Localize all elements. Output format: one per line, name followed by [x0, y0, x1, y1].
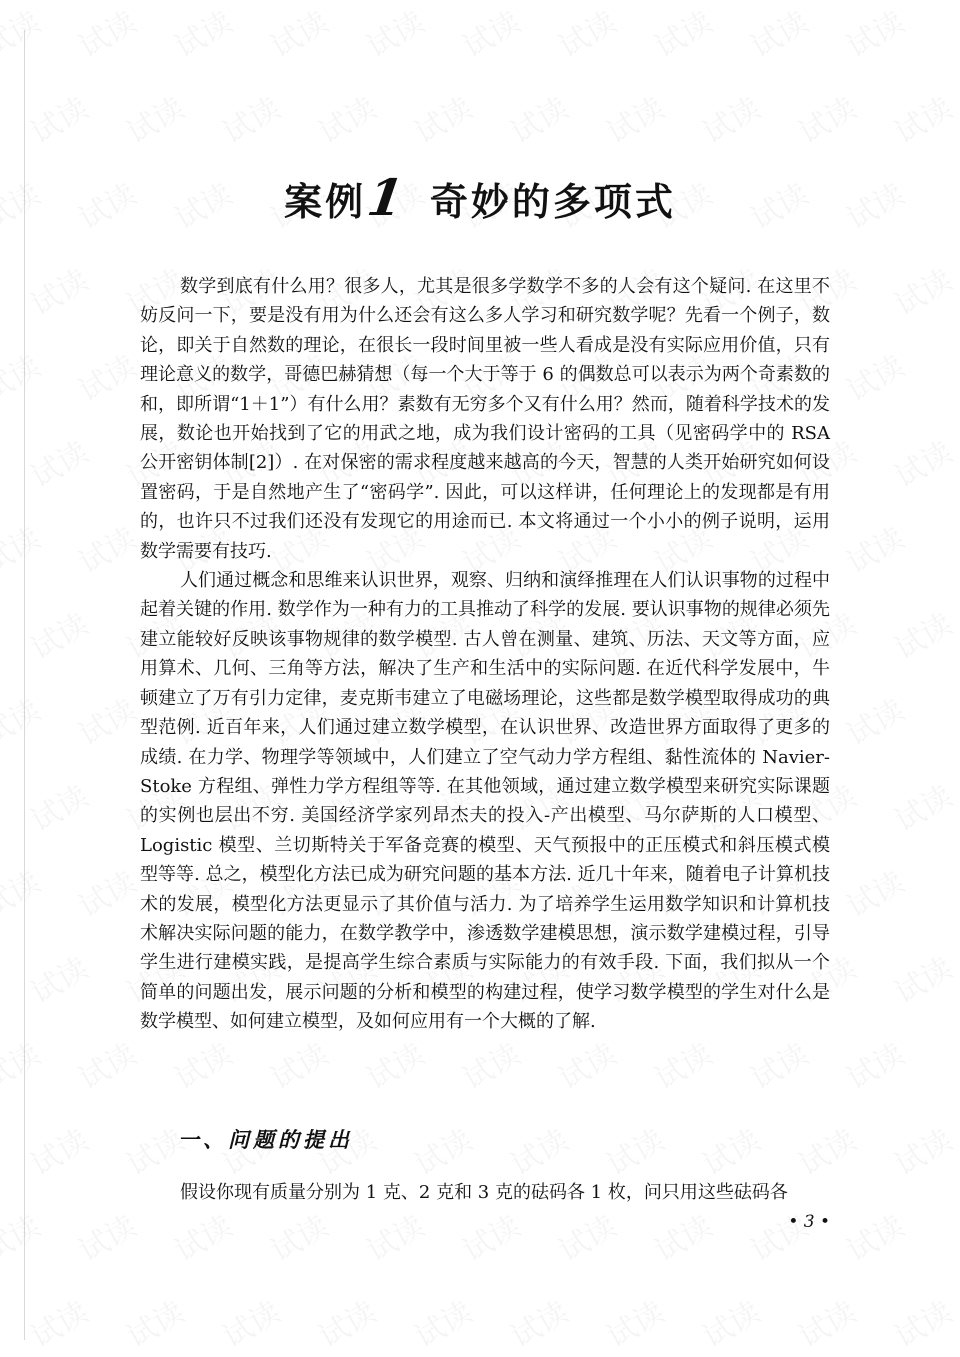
- title-prefix: 案例: [284, 180, 367, 224]
- page-number: • 3 •: [788, 1212, 830, 1232]
- chapter-title: [0, 168, 960, 227]
- body-text: [140, 272, 830, 1037]
- paragraph-2: 人们通过概念和思维来认识世界，观察、归纳和演绎推理在人们认识事物的过程中起着关键的作用. 数学作为一种有力的工具推动了科学的发展. 要认识事物的规律必须先建立能较好反映该事物规律的数学模型. 古人曾在测量、建筑、历法、天文等方面，应用算术、几何、三角等方法，解决了生产和生活中的实际问题. 在近代科学发展中，牛顿建立了万有引力定律，麦克斯韦建立了电磁场理论，这些都是数学模型取得成功的典型范例. 近百年来，人们通过建立数学模型，在认识世界、改造世界方面取得了更多的成绩. 在力学、物理学等领域中，人们建立了空气动力学方程组、黏性流体的 Navier-Stoke 方程组、弹性力学方程组等等. 在其他领域，通过建立数学模型来研究实际课题的实例也层出不穷. 美国经济学家列昂杰夫的投入-产出模型、马尔萨斯的人口模型、Logistic 模型、兰切斯特关于军备竞赛的模型、天气预报中的正压模式和斜压模式模型等等. 总之，模型化方法已成为研究问题的基本方法. 近几十年来，随着电子计算机技术的发展，模型化方法更显示了其价值与活力. 为了培养学生运用数学知识和计算机技术解决实际问题的能力，在数学教学中，渗透数学建模思想，演示数学建模过程，引导学生进行建模实践，是提高学生综合素质与实际能力的有效手段. 下面，我们拟从一个简单的问题出发，展示问题的分析和模型的构建过程，使学习数学模型的学生对什么是数学模型、如何建立模型，及如何应用有一个大概的了解.: [140, 570, 830, 1033]
- section-heading: 一、问题的提出: [178, 1128, 353, 1152]
- paragraph-1: 数学到底有什么用？很多人，尤其是很多学数学不多的人会有这个疑问. 在这里不妨反问一下，要是没有用为什么还会有这么多人学习和研究数学呢？先看一个例子，数论，即关于自然数的理论，在很长一段时间里被一些人看成是没有实际应用价值，只有理论意义的数学，哥德巴赫猜想（每一个大于等于 6 的偶数总可以表示为两个奇素数的和，即所谓“1＋1”）有什么用？素数有无穷多个又有什么用？然而，随着科学技术的发展，数论也开始找到了它的用武之地，成为我们设计密码的工具（见密码学中的 RSA 公开密钥体制[2]）. 在对保密的需求程度越来越高的今天，智慧的人类开始研究如何设置密码，于是自然地产生了“密码学”. 因此，可以这样讲，任何理论上的发现都是有用的，也许只不过我们还没有发现它的用途而已. 本文将通过一个小小的例子说明，运用数学需要有技巧.: [140, 276, 830, 562]
- section-paragraph: 假设你现有质量分别为 1 克、2 克和 3 克的砝码各 1 枚，问只用这些砝码各: [180, 1182, 788, 1203]
- case-number: 1: [363, 168, 411, 227]
- title-main: 奇妙的多项式: [429, 180, 676, 224]
